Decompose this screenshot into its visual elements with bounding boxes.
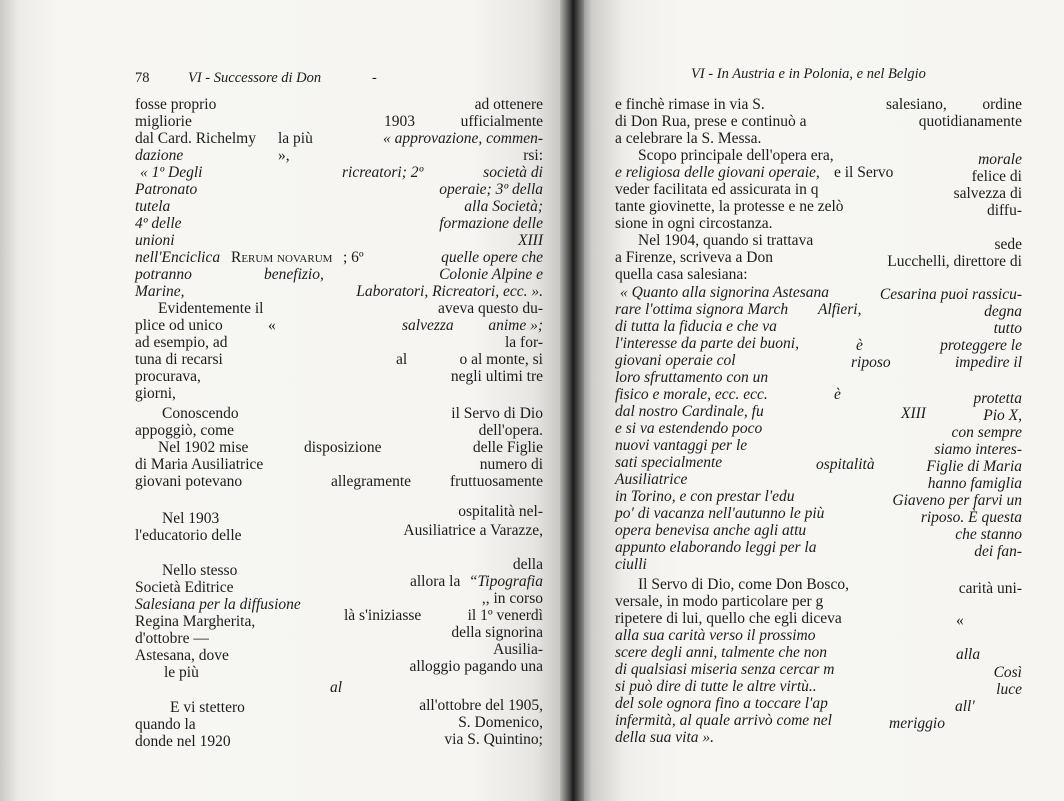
text-line: carità uni- [958, 580, 1022, 597]
running-head-left: VI - Successore di Don [188, 70, 322, 86]
text-line: « [956, 612, 964, 629]
text-line: d'ottobre — [135, 630, 209, 647]
text-line: S. Domenico, [458, 714, 543, 731]
text-line: formazione delle [439, 215, 543, 232]
text-line: l'educatorio delle [135, 527, 242, 544]
text-line: luce [996, 681, 1022, 698]
text-line: versale, in modo particolare per g [615, 593, 824, 610]
text-line: della signorina [451, 624, 543, 641]
text-line: e il Servo [834, 164, 894, 181]
text-line: plice od unico [135, 317, 223, 334]
text-line: disposizione [304, 439, 382, 456]
text-line: della [512, 556, 543, 573]
text-line: « Quanto alla signorina Astesana [620, 284, 829, 301]
text-line: veder facilitata ed assicurata in q [615, 181, 819, 198]
text-line: tuna di recarsi [135, 351, 223, 368]
text-line: e finchè rimase in via S. [615, 96, 765, 113]
text-line: di Don Rua, prese e continuò a [615, 113, 807, 130]
running-head-dash: - [372, 70, 377, 86]
text-line: dell'opera. [478, 422, 543, 439]
text-line: potranno [135, 266, 192, 283]
text-line: alla Società; [464, 198, 543, 215]
text-line: Evidentemente il [158, 300, 264, 317]
text-line: nell'Enciclica [135, 249, 221, 266]
text-line: salvezza [402, 317, 454, 334]
text-line: di tutta la fiducia e che va [615, 318, 777, 335]
text-line: aveva questo du- [437, 300, 543, 317]
text-line: l'interesse da parte dei buoni, [615, 335, 799, 352]
text-line: operaie; 3º della [439, 181, 543, 198]
text-line: Nel 1904, quando si trattava [638, 232, 814, 249]
text-line: Marine, [135, 283, 185, 300]
text-line: il Servo di Dio [451, 405, 543, 422]
text-line: procurava, [135, 368, 201, 385]
text-line: ospitalità nel- [458, 503, 543, 520]
text-line: rsi: [523, 147, 543, 164]
text-line: Nel 1902 mise [158, 439, 249, 456]
text-line: « [268, 317, 276, 334]
text-line: Patronato [135, 181, 198, 198]
text-line: Così [993, 664, 1022, 681]
text-line: migliorie [135, 113, 192, 130]
text-line: si può dire di tutte le altre virtù.. [615, 678, 817, 695]
text-line: ad esempio, ad [135, 334, 228, 351]
text-line: a Firenze, scriveva a Don [615, 249, 773, 266]
text-line: all'ottobre del 1905, [419, 697, 543, 714]
text-line: tante giovinette, la protesse e ne zelò [615, 198, 844, 215]
text-line: morale [978, 151, 1022, 168]
text-line: Ausiliatrice [615, 471, 688, 488]
text-line: Nello stesso [162, 562, 238, 579]
book-spine-gutter [560, 0, 584, 801]
text-line: scere degli anni, talmente che non [615, 644, 828, 661]
text-line: e si va estendendo poco [615, 420, 763, 437]
text-line: la più [278, 130, 313, 147]
text-line: Giaveno per farvi un [892, 492, 1022, 509]
text-line: o al monte, si [459, 351, 543, 368]
text-line: diffu- [986, 202, 1022, 219]
text-line: protetta [973, 390, 1022, 407]
text-line: nuovi vantaggi per le [615, 437, 748, 454]
text-line: ufficialmente [460, 113, 543, 130]
text-line: Lucchelli, direttore di [887, 253, 1022, 270]
text-line: ricreatori; 2º [342, 164, 424, 181]
text-line: Colonie Alpine e [439, 266, 543, 283]
text-line: felice di [971, 168, 1022, 185]
text-line: numero di [479, 456, 543, 473]
text-line: riposo [851, 354, 891, 371]
text-line: infermità, al quale arrivò come nel [615, 712, 832, 729]
text-line: XIII [901, 405, 926, 422]
text-line: dal nostro Cardinale, fu [615, 403, 764, 420]
text-line: e religiosa delle giovani operaie, [615, 164, 820, 181]
text-line: giorni, [135, 385, 176, 402]
text-line: meriggio [889, 715, 945, 732]
text-line: Il Servo di Dio, come Don Bosco, [638, 576, 849, 593]
text-line: ordine [982, 96, 1022, 113]
text-line: Salesiana per la diffusione [135, 596, 301, 613]
text-line: all' [955, 698, 975, 715]
text-line: Società Editrice [135, 579, 234, 596]
text-line: a celebrare la S. Messa. [615, 130, 762, 147]
text-line: tutto [993, 320, 1022, 337]
text-line: « 1º Degli [140, 164, 203, 181]
text-line: con sempre [951, 424, 1022, 441]
text-line: Cesarina puoi rassicu- [879, 286, 1022, 303]
text-line: 1903 [384, 113, 415, 130]
text-line: Nel 1903 [162, 510, 220, 527]
text-line: è [834, 386, 841, 403]
text-line: loro sfruttamento con un [615, 369, 769, 386]
text-line: giovani operaie col [615, 352, 736, 369]
text-line: di qualsiasi miseria senza cercar m [615, 661, 835, 678]
text-line: dei fan- [974, 543, 1022, 560]
text-line: Regina Margherita, [135, 613, 256, 630]
text-line: alloggio pagando una [409, 658, 543, 675]
running-head-right: VI - In Austria e in Polonia, e nel Belgio [691, 66, 926, 82]
text-line: hanno famiglia [927, 475, 1022, 492]
text-line: Ausiliatrice a Varazze, [403, 522, 543, 539]
text-line: dal Card. Richelmy [135, 130, 256, 147]
text-line: salesiano, [886, 96, 947, 113]
text-line: società di [483, 164, 543, 181]
text-line: po' di vacanza nell'autunno le più [615, 505, 825, 522]
text-line: impedire il [954, 354, 1022, 371]
text-line: », [278, 147, 290, 164]
text-line: via S. Quintino; [444, 731, 543, 748]
text-line: in Torino, e con prestar l'edu [615, 488, 795, 505]
text-line: siamo interes- [934, 441, 1022, 458]
text-line: E vi stettero [170, 699, 245, 716]
text-line: fruttuosamente [450, 473, 543, 490]
text-line: Alfieri, [818, 301, 862, 318]
text-line: è [856, 337, 863, 354]
text-line: alla sua carità verso il prossimo [615, 627, 816, 644]
text-line: Conoscendo [162, 405, 239, 422]
text-line: donde nel 1920 [135, 733, 231, 750]
text-line: ripetere di lui, quello che egli diceva [615, 610, 842, 627]
text-line: 4º delle [135, 215, 182, 232]
text-line: Ausilia- [493, 641, 543, 658]
text-line: del sole ognora fino a toccare l'ap [615, 695, 828, 712]
text-line: « approvazione, commen- [383, 130, 543, 147]
text-line: là s'iniziasse [344, 607, 422, 624]
text-line: la for- [505, 334, 543, 351]
text-line: Astesana, dove [135, 647, 229, 664]
text-line: ,, in corso [481, 590, 543, 607]
text-line: giovani potevano [135, 473, 243, 490]
text-line: ad ottenere [474, 96, 543, 113]
text-line: proteggere le [940, 337, 1022, 354]
text-line: le più [164, 664, 199, 681]
text-line: dazione [135, 147, 184, 164]
text-line: salvezza di [953, 185, 1022, 202]
text-line: di Maria Ausiliatrice [135, 456, 264, 473]
right-page [570, 0, 1064, 801]
text-line: appunto elaborando leggi per la [615, 539, 817, 556]
text-line: quelle opere che [441, 249, 543, 266]
text-line: Laboratori, Ricreatori, ecc. ». [356, 283, 543, 300]
text-line: quella casa salesiana: [615, 266, 748, 283]
text-line: delle Figlie [472, 439, 543, 456]
text-line: opera benevisa anche agli attu [615, 522, 807, 539]
text-line: anime »; [488, 317, 543, 334]
text-line: allora la [410, 573, 461, 590]
text-line: al [396, 351, 408, 368]
text-line: Pio X, [983, 407, 1022, 424]
text-line: al [330, 679, 343, 696]
text-line: XIII [518, 232, 543, 249]
text-line: degna [984, 303, 1022, 320]
page-number: 78 [135, 70, 150, 86]
text-line: fosse proprio [135, 96, 217, 113]
text-line: unioni [135, 232, 175, 249]
text-line: ospitalità [816, 456, 875, 473]
text-line: sede [994, 236, 1022, 253]
text-line: allegramente [331, 473, 412, 490]
text-line: Scopo principale dell'opera era, [638, 147, 834, 164]
text-line: Rerum novarum [231, 249, 333, 266]
text-line: quando la [135, 716, 196, 733]
text-line: appoggiò, come [135, 422, 235, 439]
text-line: che stanno [955, 526, 1022, 543]
text-line: il 1º venerdì [467, 607, 543, 624]
text-line: sione in ogni circostanza. [615, 215, 773, 232]
text-line: sati specialmente [615, 454, 723, 471]
text-line: negli ultimi tre [450, 368, 543, 385]
text-line: alla [956, 646, 981, 663]
text-line: tutela [135, 198, 171, 215]
text-line: quotidianamente [918, 113, 1022, 130]
text-line: “Tipografia [468, 573, 543, 590]
text-line: della sua vita ». [615, 729, 715, 746]
text-line: ciulli [615, 556, 647, 573]
text-line: riposo. È questa [920, 509, 1022, 526]
text-line: rare l'ottima signora March [615, 301, 789, 318]
text-line: fisico e morale, ecc. ecc. [615, 386, 768, 403]
text-line: Figlie di Maria [926, 458, 1022, 475]
text-line: ; 6º [343, 249, 364, 266]
text-line: benefizio, [264, 266, 324, 283]
